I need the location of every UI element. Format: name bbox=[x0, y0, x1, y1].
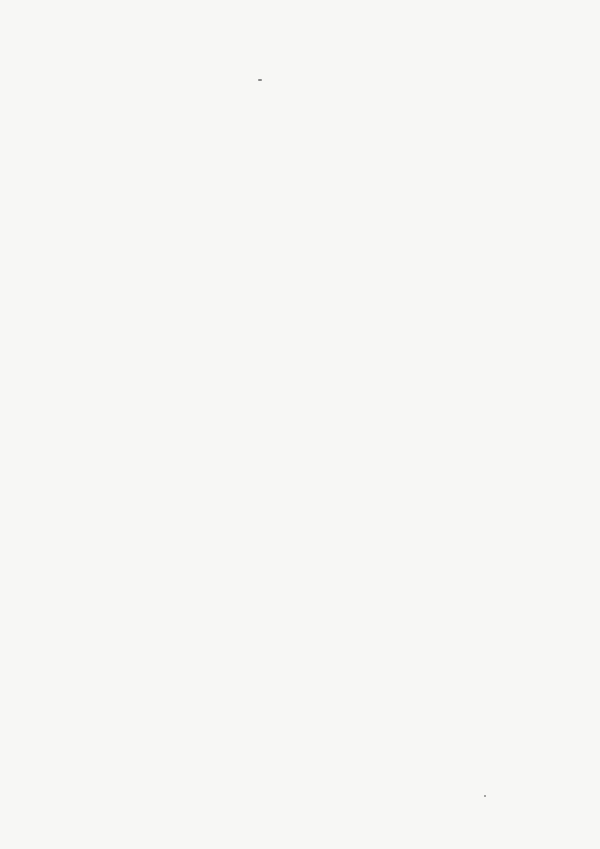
scan-speck bbox=[484, 795, 486, 797]
scan-speck bbox=[258, 79, 262, 81]
